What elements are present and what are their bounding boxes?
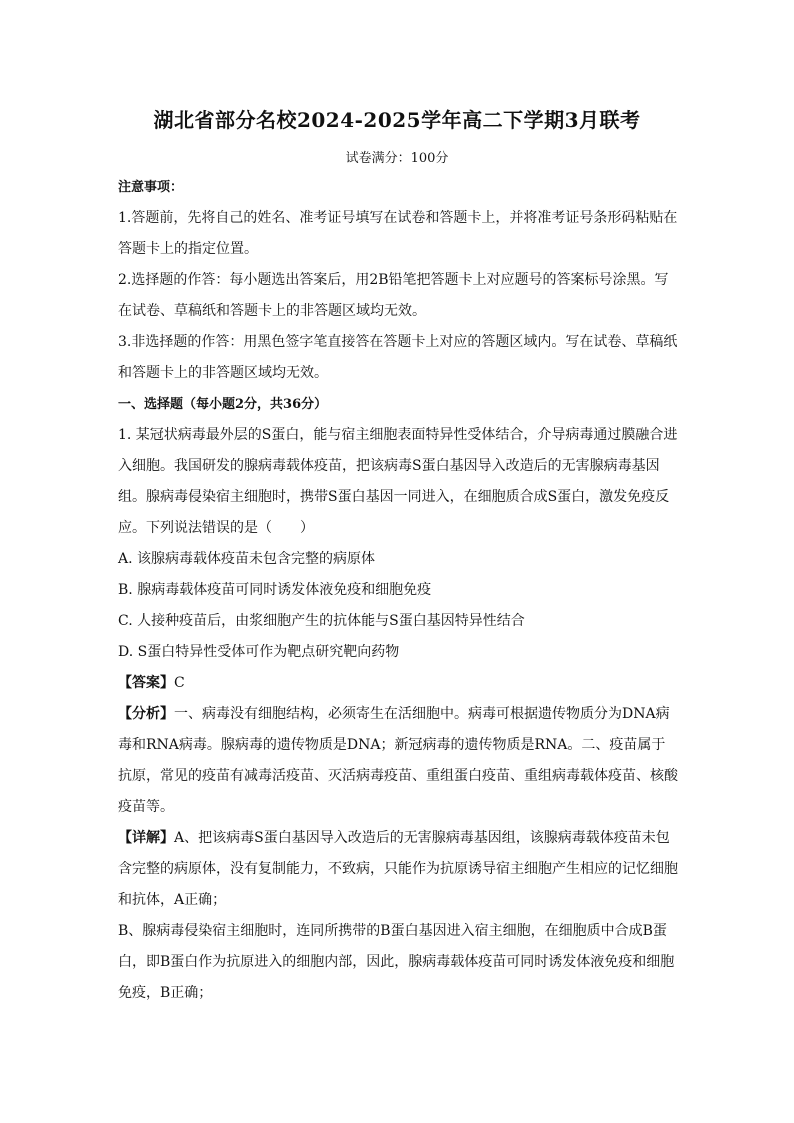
answer-line <box>118 668 678 699</box>
analysis-tag: 【分析】 <box>118 706 174 722</box>
question-stem: 1. 某冠状病毒最外层的S蛋白，能与宿主细胞表面特异性受体结合，介导病毒通过膜融合进入细胞。我国研发的腺病毒载体疫苗，把该病毒S蛋白基因导入改造后的无害腺病毒基因组。腺病毒侵染宿主细胞时，携带S蛋白基因一同进入，在细胞质合成S蛋白，激发免疫反应。下列说法错误的是（ ） <box>118 427 678 536</box>
notice-item-3: 3.非选择题的作答：用黑色签字笔直接答在答题卡上对应的答题区域内。写在试卷、草稿纸和答题卡上的非答题区域均无效。 <box>118 334 678 381</box>
option-c: C. 人接种疫苗后，由浆细胞产生的抗体能与S蛋白基因特异性结合 <box>118 613 525 629</box>
notice-item-1: 1.答题前，先将自己的姓名、准考证号填写在试卷和答题卡上，并将准考证号条形码粘贴在答题卡上的指定位置。 <box>118 210 678 257</box>
answer-value: C <box>174 675 185 691</box>
option-d: D. S蛋白特异性受体可作为靶点研究靶向药物 <box>118 644 400 660</box>
detail-paragraph-a <box>118 823 678 916</box>
answer-tag: 【答案】 <box>118 675 174 691</box>
notice-heading: 注意事项： <box>118 180 184 195</box>
page-subtitle: 试卷满分：100分 <box>345 151 449 166</box>
detail-paragraph-b: B、腺病毒侵染宿主细胞时，连同所携带的B蛋白基因进入宿主细胞，在细胞质中合成B蛋白，即B蛋白作为抗原进入的细胞内部，因此，腺病毒载体疫苗可同时诱发体液免疫和细胞免疫，B正确； <box>118 923 675 1001</box>
document-body <box>118 172 678 1009</box>
section-heading: 一、选择题（每小题2分，共36分） <box>118 397 328 412</box>
page-title: 湖北省部分名校2024-2025学年高二下学期3月联考 <box>153 108 641 132</box>
option-a: A. 该腺病毒载体疫苗未包含完整的病原体 <box>118 551 376 567</box>
analysis-paragraph <box>118 699 678 823</box>
detail-text-a: A、把该病毒S蛋白基因导入改造后的无害腺病毒基因组，该腺病毒载体疫苗未包含完整的病原体，没有复制能力，不致病，只能作为抗原诱导宿主细胞产生相应的记忆细胞和抗体，A正确； <box>118 830 678 908</box>
notice-item-2: 2.选择题的作答：每小题选出答案后，用2B铅笔把答题卡上对应题号的答案标号涂黑。写在试卷、草稿纸和答题卡上的非答题区域均无效。 <box>118 272 669 319</box>
detail-tag: 【详解】 <box>118 830 174 846</box>
analysis-text: 一、病毒没有细胞结构，必须寄生在活细胞中。病毒可根据遗传物质分为DNA病毒和RNA病毒。腺病毒的遗传物质是DNA；新冠病毒的遗传物质是RNA。二、疫苗属于抗原，常见的疫苗有减毒活疫苗、灭活病毒疫苗、重组蛋白疫苗、重组病毒载体疫苗、核酸疫苗等。 <box>118 706 678 815</box>
option-b: B. 腺病毒载体疫苗可同时诱发体液免疫和细胞免疫 <box>118 582 432 598</box>
